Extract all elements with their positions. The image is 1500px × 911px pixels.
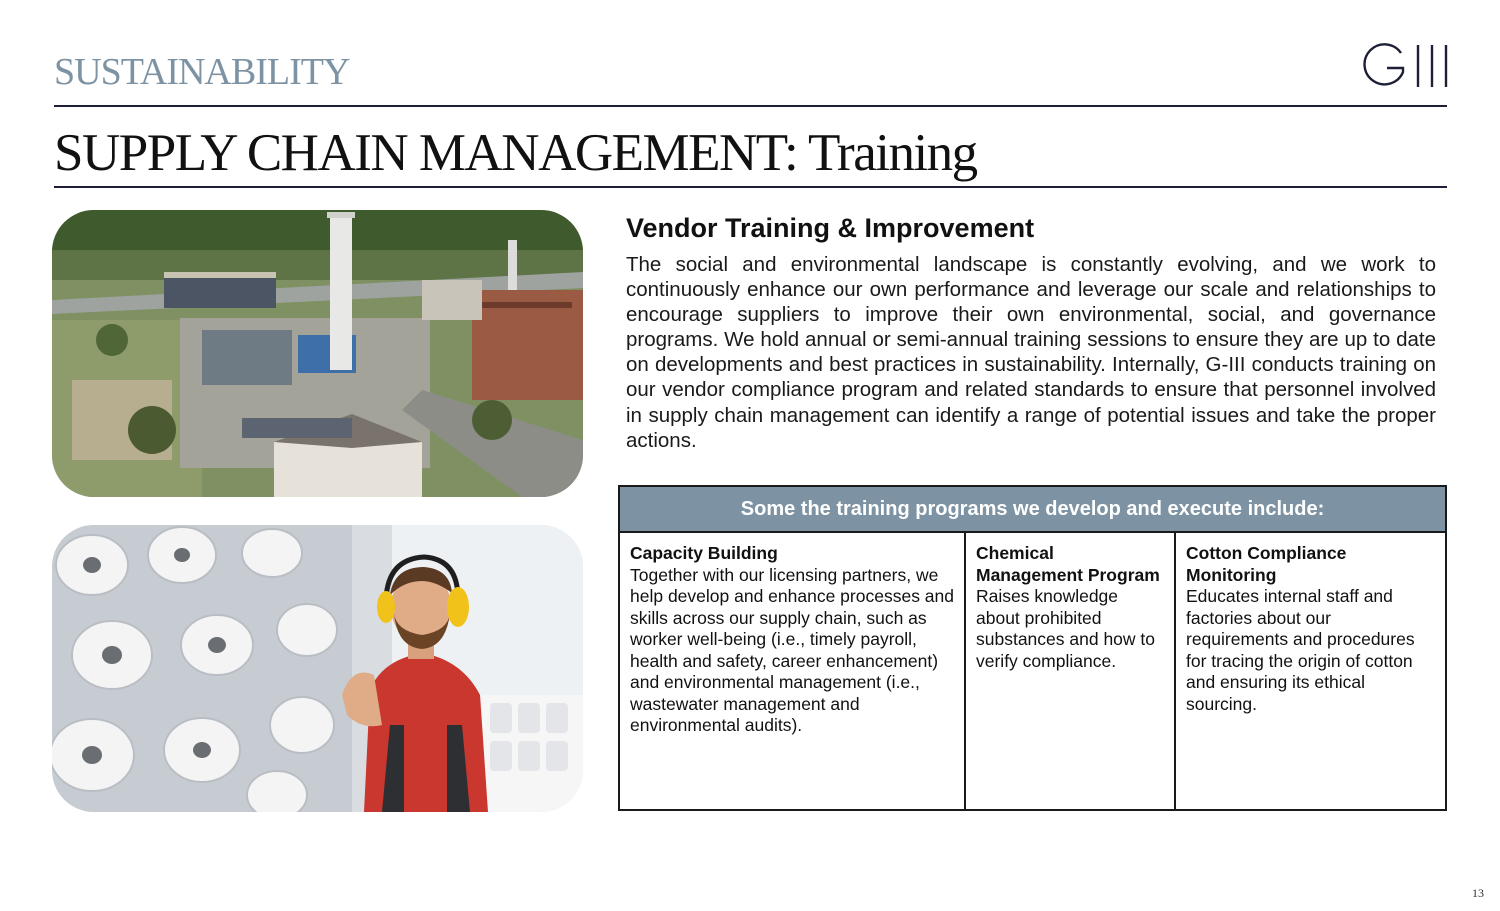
giii-logo [1362,42,1450,90]
training-programs-table [618,485,1447,811]
program-title: Chemical Management Program [976,543,1160,585]
program-description: Together with our licensing partners, we help develop and enhance processes and skills across our supply chain, such as worker well-being (i.e., timely payroll, health and safety, career enhancement) and environmental management (i.e., wastewater management and environmental audits). [630,564,954,735]
program-description: Raises knowledge about prohibited substances and how to verify compliance. [976,586,1156,671]
page-title: SUPPLY CHAIN MANAGEMENT: Training [54,124,977,182]
intro-heading: Vendor Training & Improvement [626,213,1035,243]
industrial-plant-aerial-photo [52,210,583,497]
program-capacity-building [620,533,964,809]
training-programs-columns [620,533,1445,809]
program-description: Educates internal staff and factories about our requirements and procedures for tracing the origin of cotton and ensuring its ethical sourcing. [1186,586,1415,714]
header-divider [54,105,1447,107]
textile-worker-photo [52,525,583,812]
training-programs-header: Some the training programs we develop and execute include: [620,487,1445,533]
program-cotton-compliance [1174,533,1445,809]
title-divider [54,186,1447,188]
program-title: Capacity Building [630,543,778,563]
page-number: 13 [1472,886,1484,900]
program-title: Cotton Compliance Monitoring [1186,543,1347,585]
section-label: SUSTAINABILITY [54,51,350,93]
program-chemical-management [964,533,1174,809]
intro-body: The social and environmental landscape is constantly evolving, and we work to continuously enhance our own performance and leverage our scale and relationships to encourage suppliers to improve their own environmental, social, and governance programs. We hold annual or semi-annual training sessions to ensure they are up to date on developments and best practices in sustainability. Internally, G-III conducts training on our vendor compliance program and related standards to ensure that personnel involved in supply chain management can identify a range of potential issues and take the proper actions. [626,253,1436,452]
